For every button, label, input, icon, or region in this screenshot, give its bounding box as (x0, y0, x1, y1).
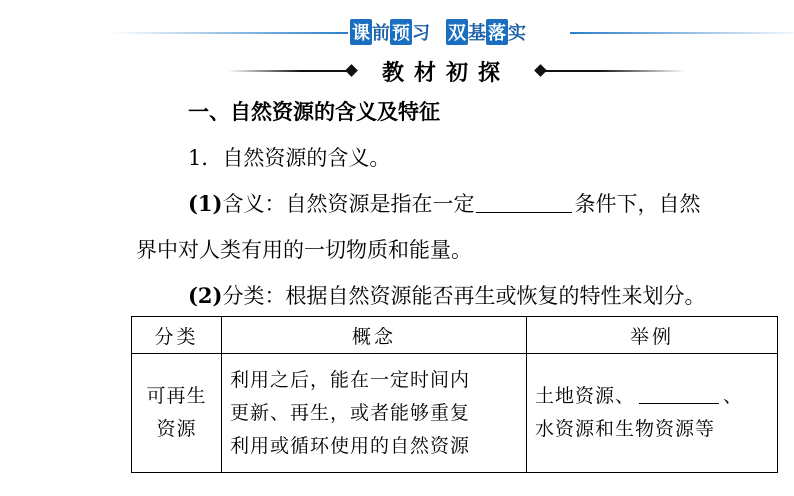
banner-char: 落 (486, 19, 508, 45)
section-banner (0, 56, 794, 86)
cell-line: 水资源和生物资源等 (535, 418, 716, 440)
cell-text: 、 (723, 385, 744, 407)
table-header: 举例 (527, 317, 778, 354)
banner-char: 前 (372, 23, 390, 44)
banner-line-left (110, 32, 348, 34)
banner-group-basics (446, 19, 526, 45)
table-row (132, 354, 778, 473)
banner-titles (350, 18, 526, 46)
banner-group-preview (350, 19, 430, 45)
cell-line: 利用或循环使用的自然资源 (230, 434, 471, 457)
item-text: 含义：自然资源是指在一定 (222, 192, 475, 216)
item-1-1 (188, 188, 700, 218)
section-line-left (228, 70, 352, 72)
item-1-1-continued: 界中对人类有用的一切物质和能量。 (136, 238, 472, 262)
banner-char: 双 (446, 19, 468, 45)
top-banner (0, 18, 794, 46)
table-cell-type (132, 354, 222, 473)
table-cell-concept (222, 354, 527, 473)
cell-line: 可再生 (146, 385, 207, 407)
heading: 一、自然资源的含义及特征 (188, 99, 440, 124)
banner-char: 实 (508, 23, 526, 44)
fill-blank[interactable] (639, 387, 719, 404)
table-header: 分类 (132, 317, 222, 354)
item-text: 条件下，自然 (574, 192, 701, 216)
item-prefix: (2) (188, 283, 223, 308)
cell-line: 更新、再生，或者能够重复 (230, 401, 471, 424)
banner-char: 基 (468, 23, 486, 44)
item-1-text: 1．自然资源的含义。 (188, 146, 391, 170)
item-1 (188, 142, 390, 172)
item-prefix: (1) (188, 191, 223, 216)
item-1-2 (188, 280, 705, 310)
item-text: 分类：根据自然资源能否再生或恢复的特性来划分。 (222, 284, 706, 308)
banner-char: 预 (390, 19, 412, 45)
fill-blank[interactable] (476, 194, 572, 213)
table-header-row (132, 317, 778, 354)
table-header: 概念 (222, 317, 527, 354)
cell-line (535, 380, 769, 413)
banner-char: 习 (412, 23, 430, 44)
cell-line: 利用之后，能在一定时间内 (230, 368, 471, 391)
cell-text: 土地资源、 (535, 385, 636, 407)
banner-char: 课 (350, 19, 372, 45)
section-title: 教材初探 (381, 59, 510, 86)
resource-table (131, 316, 778, 473)
section-line-right (540, 70, 685, 72)
banner-line-right (570, 32, 794, 34)
table-cell-example (527, 354, 778, 473)
cell-line: 资源 (156, 418, 197, 440)
